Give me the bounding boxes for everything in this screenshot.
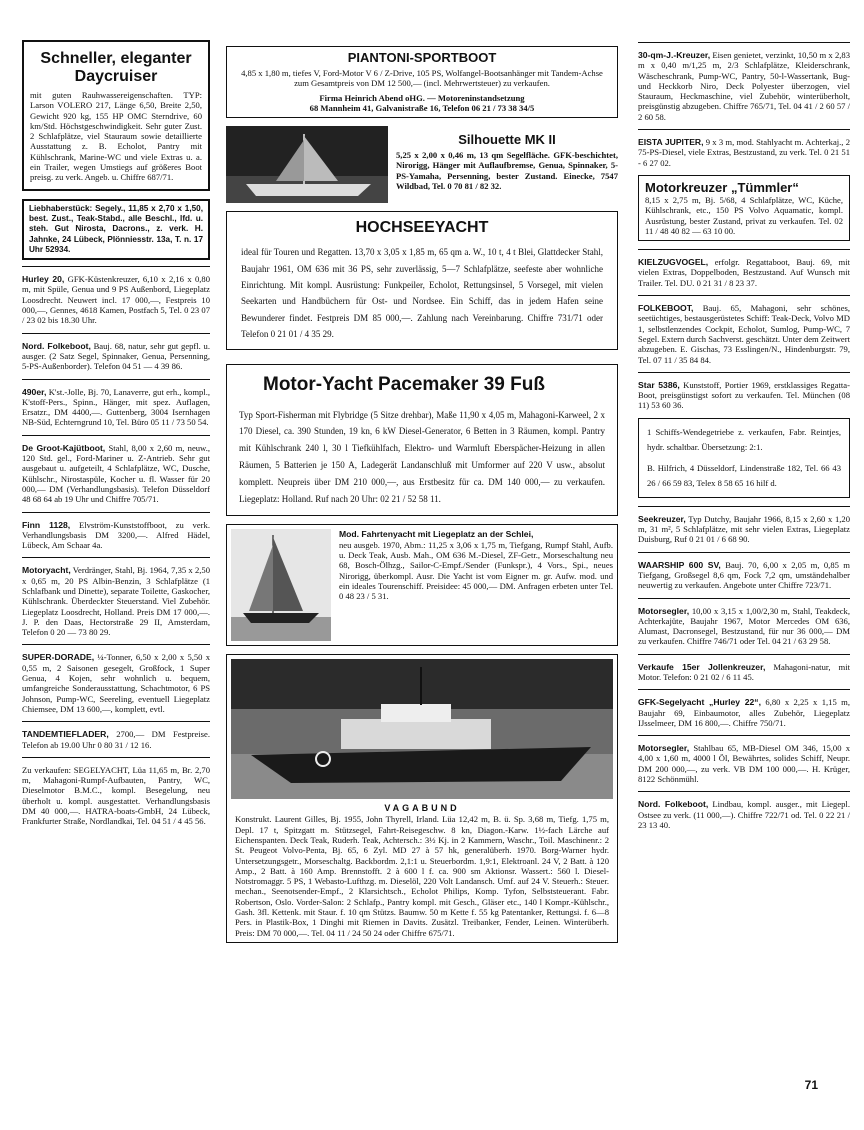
vagabund-photo — [231, 659, 613, 799]
column-right — [638, 42, 850, 837]
wendegetriebe-body: 1 Schiffs-Wendegetriebe z. verkaufen, Fabr. Reintjes, hydr. schaltbar. Übersetzung: 2:1. — [647, 426, 841, 452]
divider — [22, 644, 210, 645]
divider — [638, 42, 850, 43]
ad-lead: Motorsegler, — [638, 605, 690, 616]
ad-text: Verdränger, Stahl, Bj. 1964, 7,35 x 2,50 x 0,65 m, 20 PS Albin-Benzin, 3 Schlafplätze (1 Schlafbank und Dinette), separate Toilette, Gaskocher, Kühlschrank. Überdeckter Steuerstand. Viel Zubehör. Liegeplatz Loosdrecht, Holland. Preis DM 17 000,—. J. P. den Daas, Hectorstraße 29 II, Amsterdam, Telefon 0 20 — 73 80 29. — [22, 565, 210, 638]
classified-ad — [638, 50, 850, 122]
classified-ad — [22, 341, 210, 372]
hochsee-headline: HOCHSEEYACHT — [355, 219, 489, 237]
divider — [638, 129, 850, 130]
pacemaker-ad — [226, 364, 618, 517]
silhouette-ad — [226, 126, 618, 203]
ad-text: 2700,— DM Festpreise. Telefon ab 19.00 Uhr 0 80 31 / 12 16. — [22, 729, 210, 750]
ad-lead: Hurley 20, — [22, 274, 65, 285]
ad-text: Stahlbau 65, MB-Diesel OM 346, 15,00 x 4,00 x 1,60 m, 4000 l Öl, Bewährtes, solides Schiff, Neupr. DM 200 000,—, zu verk. VB DM 100 000,—. H. Krüger, 8122 Schönmühl. — [638, 743, 850, 785]
ad-lead: WAARSHIP 600 SV, — [638, 559, 721, 570]
ad-text: K'st.-Jolle, Bj. 70, Lanaverre, gut erh., kompl., K'stoff-Pers., Spinn., Hänger, mit spez. Auflagen, Ersatzr., DM 4400,—. Guttenberg, 3004 Isernhagen NB-Süd, Echterngrund 10, Tel. Büro 05 11 / 73 50 54. — [22, 386, 210, 428]
classified-ad — [22, 387, 210, 428]
ad-text: 9 x 3 m, mod. Stahlyacht m. Achterkaj., 2 75-PS-Diesel, viele Extras, Bestzustand, zu verk. Tel. 0 21 51 - 6 27 02. — [638, 137, 850, 168]
ad-lead: GFK-Segelyacht „Hurley 22“, — [638, 697, 761, 708]
ad-lead: EISTA JUPITER, — [638, 137, 704, 148]
ad-lead: Nord. Folkeboot, — [638, 799, 709, 810]
classified-ad — [638, 606, 850, 647]
fahrtenyacht-lead: Mod. Fahrtenyacht mit Liegeplatz an der Schlei, — [339, 529, 534, 540]
hochsee-ad — [226, 211, 618, 349]
divider — [22, 266, 210, 267]
ad-text: 6,80 x 2,25 x 1,15 m, Baujahr 69, Einbaumotor, alles Zubehör, Liegeplatz IJsselmeer, DM 16 800,—. Chiffre 750/71. — [638, 697, 850, 728]
classified-ad — [22, 565, 210, 637]
ad-text: Bauj. 65, Mahagoni, sehr schönes, seetüchtiges, bestausgerüstetes Schiff: Teak-Deck, Volvo MD 1, selbstlenzendes Cockpit, Echolot, Sumlog, Pump-WC, 7 Segel. Extern durch Sachverst. geschätzt. Unter dem Zeitwert abzugeben. E. Gischas, 73 Esslingen/N., Hindenburgstr. 79, Tel. 07 11 / 35 84 84. — [638, 303, 850, 365]
wendegetriebe-contact: B. Hilfrich, 4 Düsseldorf, Lindenstraße 182, Tel. 66 43 26 / 66 59 83, Telex 8 58 65 16 hilf d. — [647, 462, 841, 488]
liebhaber-body: Liebhaberstück: Segely., 11,85 x 2,70 x 1,50, best. Zust., Teak-Stabd., alle Beschl., lfd. u. steh. Gut Nirosta, Dacrons., z. verk. H. Jahnke, 24 Lübeck, Plönniesstr. 13a, T. n. 17 Uhr 52934. — [29, 203, 203, 254]
liebhaber-ad — [22, 199, 210, 260]
divider — [22, 721, 210, 722]
classified-ad — [22, 443, 210, 505]
ad-text: Mahagoni-natur, mit Motor. Telefon: 0 21 02 / 6 11 45. — [638, 661, 850, 682]
divider — [638, 654, 850, 655]
classified-ad — [638, 743, 850, 784]
fahrtenyacht-ad — [226, 524, 618, 646]
pacemaker-headline: Motor-Yacht Pacemaker 39 Fuß — [263, 373, 545, 395]
vagabund-ad — [226, 654, 618, 943]
ad-lead: Motorsegler, — [638, 743, 690, 754]
divider — [22, 757, 210, 758]
ad-text: ¼-Tonner, 6,50 x 2,00 x 5,50 x 0,55 m, 2 Saisonen gesegelt, Großfock, 1 Super Genua, 4 Kojen, sehr wohnlich u. bequem, umfangreiche Sonderausstattung, Schachtmotor, 6 PS Johnson, Pump-WC, Seereling, eventuell Liegeplatz Chiemsee, DM 13 600,—, komplett, evtl. — [22, 652, 210, 714]
classified-ad — [638, 257, 850, 288]
divider — [638, 552, 850, 553]
silhouette-photo — [226, 126, 388, 203]
ad-text: Kunststoff, Portier 1969, erstklassiges Regatta-Boot, preisgünstigst sofort zu verkaufen. Tel. München (08 11) 53 60 36. — [638, 379, 850, 411]
ad-text: Lindbau, kompl. ausger., mit Liegepl. Ostsee zu verk. (11 000,—). Chiffre 722/71 od. Tel. 0 22 21 / 23 13 40. — [638, 799, 850, 830]
divider — [22, 435, 210, 436]
fahrtenyacht-body: neu ausgeb. 1970, Abm.: 11,25 x 3,06 x 1,75 m, Tiefgang, Rumpf Stahl, Aufb. u. Deck Teak, Ausb. Mah., OM 636 M.-Diesel, ZF-Getr., Morseschaltung neu 68, Bosch-Ölhzg., Sailor-C-Empf./Sender (Funkspr.), 4 Vors., Spi., neues Nirorigg, überkompl. Ausr. Die Yacht ist vom Eigner m. gr. Aufw. mod. und ein ideales Tourenschiff. Preisidee: 45 000,— DM. Anfragen erbeten unter Tel. 0 48 23 / 5 31. — [339, 539, 613, 602]
ad-text: Stahl, 8,00 x 2,60 m, neuw., 120 Std. gel., Ford-Mariner u. Z-Antrieb. Sehr gut ausgebaut u. aufgeteilt, 4 Schlafplätze, WC, Dusche, Kühlschr., Nirostaspüle, Kocher u. fl. Wasser für 20 000,— DM (Verhandlungsbasis). Telefon Düsseldorf 48 68 64 ab 19 Uhr und Chiffre 705/71. — [22, 442, 211, 505]
vagabund-body: Konstrukt. Laurent Gilles, Bj. 1955, John Thyrell, Irland. Lüa 12,42 m, B. ü. Sp. 3,68 m, Tiefg. 1,75 m, Depl. 17 t, Spitzgatt m. Stützsegel, Fahrt-Reisegeschw. 8 kn, Diagon.-Karw. 1½-fach Lärche auf Eichenspanten. Deck Teak, Ruderh. Teak, Achtersch.: 3½ Kj. in 2 Kammern, Waschr., Toil. Maschinenr.: 2 St. Peugeot Volvo-Penta, Bj. 65, 6 Zyl. MD 27 à 57 hk, generalüberh. 1970. Borg-Warner hydr. Untersetzungsgetr., Morseschaltg. Backbordm. 2,1:1 u. Steuerbordm. 1,9:1, Elektroanl. 24 V, 2 Batt. à 120 Amp., 2 Batt. à 160 Amp. Brennstofft. 2 à 600 l f. ca. 900 sm Aktionsr. Wassert.: 560 l. Diesel-Notstromaggr. 5 PS, 1 Webasto-Lufthzg. m. Dieselöl, 220 Volt Landansch. Umf. auf 24 V. Steuerh.: Steuer. mechan., Seenotsender-Empf., 2 Klarsichtsch., Echolot Philips, Komp. Tyfon, Selbststeuerant. Fabr. Robertson, Oslo. Vorder-Salon: 2 Schlafp., Pantry kompl. mit Gesch., Gläser etc., 140 l Kompr.-Kühlschr., Gash. 3fl. Kettenk. mit Staur. f. 10 qm Stützs. Baumw. 50 m Kette f. 55 kg Patentanker, Rettungsi. f. 6—8 Pers. in Plastik-Box, 1 Dinghi mit Riemen in Davits. Zusätzl. Treibanker, Fender, Leinen. Winterüberh. Preis: DM 70 000,—. Tel. 04 11 / 24 50 24 oder Chiffre 675/71. — [235, 814, 609, 938]
column-left — [22, 40, 210, 834]
wendegetriebe-ad — [638, 418, 850, 498]
classified-ad — [638, 514, 850, 545]
ad-lead: 490er, — [22, 386, 47, 397]
motor-yacht-image — [231, 659, 613, 799]
ad-text: Elvström-Kunststoffboot, zu verk. Verhandlungsbasis DM 3200,—. Alfred Hädel, Lübeck, Am Schaar 4a. — [22, 519, 210, 551]
hochsee-body: ideal für Touren und Regatten. 13,70 x 3,05 x 1,85 m, 65 qm a. W., 10 t, 4 t Blei, Glattdecker Stahl, Baujahr 1961, OM 636 mit 36 PS, sehr zuverlässig, 5—7 Schlafplätze, seefeste aber wohnliche Einrichtung. Mit kompl. Ausrüstung: Funkpeiler, Echolot, Rettungsinsel, 5 Vorsegel, mit vielen Seekarten und Handbüchern für Ost- und Nordsee. Ein Schiff, das in jedem Hafen seine Bewunderer findet. Festpreis DM 85 000,—. Zahlung nach Vereinbarung. Chiffre 731/71 oder Telefon 0 21 01 / 4 35 29. — [241, 247, 603, 340]
classified-list-right-mid — [638, 249, 850, 411]
piantoni-address: 68 Mannheim 41, Galvanistraße 16, Telefon 06 21 / 73 38 34/5 — [309, 102, 535, 113]
divider — [638, 689, 850, 690]
column-center — [226, 46, 618, 951]
classified-ad — [638, 560, 850, 591]
classified-ad — [638, 380, 850, 411]
classified-ad — [22, 274, 210, 325]
ad-lead: 30-qm-J.-Kreuzer, — [638, 50, 711, 60]
ad-text: Bauj. 70, 6,00 x 2,05 m, 0,85 m Tiefgang, Großsegel 8,6 qm, Fock 7,2 qm, umständehalber neuwertig zu verkaufen. Angebote unter Chiffre 723/71. — [638, 559, 850, 591]
ad-text: Eisen genietet, verzinkt, 10,50 m x 2,83 m x 0,40 m/1,25 m, 2/3 Schlafplätze, Kleiderschrank, Wäscheschrank, Pump-WC, Pantry, 50-l-Wassertank, Bug- und Heckkorb Niro, Deck Polyester überzogen, viel Stauraum, Heckmaschine, viel Zubehör, winterüberholt, preisgünstig abzugeben. Chiffre 765/71, Tel. 04 41 / 2 60 57 / 2 60 58. — [638, 50, 850, 122]
classified-list-right-top — [638, 42, 850, 168]
divider — [638, 506, 850, 507]
classified-ad — [638, 799, 850, 830]
divider — [22, 333, 210, 334]
classified-list-right-bottom — [638, 506, 850, 831]
silhouette-body: 5,25 x 2,00 x 0,46 m, 13 qm Segelfläche. GFK-beschichtet, Nirorigg, Hänger mit Auflaufbremse, Genua, Spinnaker, 5-PS-Yamaha, Persenning, bester Zustand. Einecke, 7547 Wildbad, Tel. 0 70 81 / 82 32. — [396, 150, 618, 192]
classified-ad — [638, 137, 850, 168]
divider — [638, 249, 850, 250]
daycruiser-body: mit guten Rauhwassereigenschaften. TYP: Larson VOLERO 217, Länge 6,50, Breite 2,50, Gewicht 920 kg, 155 HP OMC Sterndrive, 60 km/Std. Höchstgeschwindigkeit. Sehr guter Zust. 2 Schlafplätze, viel Stauraum sowie detaillierte Ausstattung z. B. Echolot, Pantry mit Kühlschrank, Marine-WC und viele Extras u. a. ein Trailer, wegen Umstiegs auf größeres Boot preisg. zu verk. Angeb. u. Chiffre 687/71. — [30, 90, 202, 183]
ad-lead: Star 5386, — [638, 379, 680, 390]
divider — [638, 295, 850, 296]
ad-lead: SUPER-DORADE, — [22, 652, 95, 663]
vagabund-caption: VAGABUND — [384, 803, 460, 814]
classified-ad — [22, 765, 210, 827]
classified-ad — [22, 729, 210, 750]
ad-text: Typ Dutchy, Baujahr 1966, 8,15 x 2,60 x 1,20 m, 31 m², 5 Schlafplätze, mit sehr vielen Extras, Liegeplatz Duisburg, Ruf 0 21 01 / 6 68 90. — [638, 513, 850, 545]
divider — [22, 512, 210, 513]
classified-ad — [22, 652, 210, 714]
ad-text: 10,00 x 3,15 x 1,00/2,30 m, Stahl, Teakdeck, Achterkajüte, Baujahr 1967, Motor Mercedes OM 636, Alumast, Dacronsegel, Bestzustand, für nur 36 000,— DM zu verkaufen. Chiffre 746/71 oder Tel. 04 21 / 63 29 58. — [638, 605, 850, 647]
ad-lead: De Groot-Kajütboot, — [22, 442, 106, 453]
ad-text: Bauj. 68, natur, sehr gut gepfl. u. ausger. (2 Satz Segel, Spinnaker, Genua, Persenning, 5-PS-Außenborder). Telefon 04 51 — 4 39 86. — [22, 340, 210, 372]
daycruiser-headline: Schneller, eleganter Daycruiser — [40, 50, 192, 85]
pacemaker-body: Typ Sport-Fisherman mit Flybridge (5 Sitze drehbar), Maße 11,90 x 4,05 m, Mahagoni-Karweel, 2 x 170 Diesel, ca. 390 Stunden, 19 kn, 6 kW Diesel-Generator, 6 Betten in 3 Räumen, kompl. Pantry mit Kühlschrank 240 l, 30 l Tiefkühlfach, Elektro- und Warmluft Eberspächer-Heizung in allen Räumen, 5 Batterien je 150 A, Ladegerät Landanschluß mit Umformer auf 220 V usw., absolut komplett. Neupreis über DM 210 000,—, aus Erstbesitz für ca. DM 140 000,— zu verkaufen. Liegeplatz: Holland. Ruf nach 20 Uhr: 02 21 / 52 58 11. — [239, 409, 605, 504]
piantoni-headline: PIANTONI-SPORTBOOT — [347, 50, 497, 65]
tuemmler-body: 8,15 x 2,75 m, Bj. 5/68, 4 Schlafplätze, WC, Küche, Kühlschrank, etc., 150 PS Volvo Aquamatic, kompl. Ausrüstung, bester Zustand, privat zu verkaufen. Tel. 02 11 / 48 40 82 — 63 10 00. — [645, 194, 843, 236]
classified-ad — [638, 697, 850, 728]
silhouette-headline: Silhouette MK II — [458, 132, 556, 148]
ad-lead: Nord. Folkeboot, — [22, 340, 91, 351]
ad-lead: Motoryacht, — [22, 565, 71, 576]
divider — [22, 557, 210, 558]
ad-lead: FOLKEBOOT, — [638, 303, 694, 314]
piantoni-firm: Firma Heinrich Abend oHG. — Motoreninstandsetzung — [319, 92, 525, 103]
sailing-yacht-image — [231, 529, 331, 641]
ad-lead: KIELZUGVOGEL, — [638, 257, 709, 268]
daycruiser-ad — [22, 40, 210, 191]
page-number: 71 — [804, 1078, 818, 1092]
piantoni-ad — [226, 46, 618, 118]
classified-ad — [638, 303, 850, 365]
divider — [638, 372, 850, 373]
ad-text: erfolgr. Regattaboot, Bauj. 69, mit vielen Extras, Doppelboden, Bestzustand. Auf Wunsch mit Trailer. Tel. DU. 0 21 31 / 8 23 37. — [638, 257, 850, 288]
ad-text: GFK-Küstenkreuzer, 6,10 x 2,16 x 0,80 m, mit Spüle, Genua und 9 PS Außenbord, Liegeplatz Loosdrecht. Neuwert incl. 17 000,—, Festpreis 10 000,—, Gennes, 4618 Kamen, Postfach 5, Tel. 0 23 07 / 23 02 bis 18.30 Uhr. — [22, 274, 210, 326]
divider — [638, 735, 850, 736]
piantoni-body: 4,85 x 1,80 m, tiefes V, Ford-Motor V 6 / Z-Drive, 105 PS, Wolfangel-Bootsanhänger mit Tandem-Achse zum Gesamtpreis von DM 12 500,— (incl. Mehrwertsteuer) zu verkaufen. — [241, 68, 603, 89]
divider — [638, 791, 850, 792]
classified-ad — [22, 520, 210, 551]
divider — [638, 598, 850, 599]
tuemmler-ad — [638, 175, 850, 241]
divider — [22, 379, 210, 380]
ad-lead: TANDEMTIEFLADER, — [22, 729, 109, 740]
classified-ad — [638, 662, 850, 683]
ad-lead: Verkaufe 15er Jollenkreuzer, — [638, 661, 766, 672]
tuemmler-headline: Motorkreuzer „Tümmler“ — [645, 179, 799, 195]
sailboat-image — [226, 126, 388, 203]
ad-lead: Seekreuzer, — [638, 513, 686, 524]
classified-list-left — [22, 266, 210, 826]
ad-lead: Finn 1128, — [22, 519, 71, 530]
ad-text: Zu verkaufen: SEGELYACHT, Lüa 11,65 m, Br. 2,70 m, Mahagoni-Rumpf-Aufbauten, Pantry, WC, Dieselmotor B.M.C., kompl. Besegelung, neu überholt u. kompl. ausgestattet. Verhandlungsbasis DM 40 000,—. HATRA-boats-GmbH, 24 Lübeck, Frankfurter Straße, Nordlandkai, Tel. 04 51 / 4 45 56. — [22, 764, 210, 827]
fahrtenyacht-photo — [231, 529, 331, 641]
